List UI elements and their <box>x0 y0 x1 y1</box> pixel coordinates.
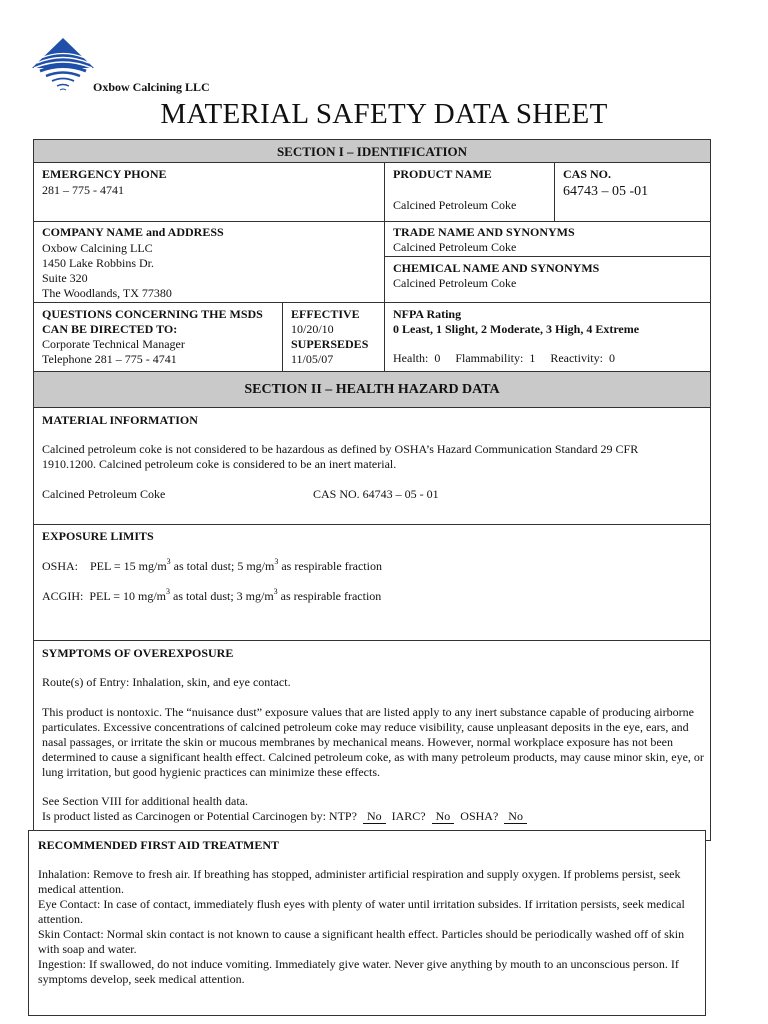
first-aid-inhalation: Inhalation: Remove to fresh air. If breathing has stopped, administer artificial respiration and supply oxygen. If problems persist, seek medical attention. <box>38 867 681 896</box>
chemical-name-value: Calcined Petroleum Coke <box>393 276 517 290</box>
supersedes-label: SUPERSEDES <box>291 337 369 351</box>
effective-date: 10/20/10 <box>291 322 334 336</box>
osha-answer: No <box>504 810 527 824</box>
company-address-line: Oxbow Calcining LLC <box>42 241 153 255</box>
company-address-line: The Woodlands, TX 77380 <box>42 286 172 300</box>
questions-label: QUESTIONS CONCERNING THE MSDS <box>42 307 263 321</box>
questions-label: CAN BE DIRECTED TO: <box>42 322 178 336</box>
section1-heading: SECTION I – IDENTIFICATION <box>34 140 710 163</box>
material-info-label: MATERIAL INFORMATION <box>42 413 198 427</box>
symptoms-label: SYMPTOMS OF OVEREXPOSURE <box>42 646 234 660</box>
trade-name-value: Calcined Petroleum Coke <box>393 240 517 254</box>
chemical-name-label: CHEMICAL NAME AND SYNONYMS <box>393 261 600 275</box>
nontoxic-text: This product is nontoxic. The “nuisance dust” exposure values that are listed apply to any inert substance capable of producing airborne particulates. Excessive concentrations of calcined petroleum coke may reduce visibility, cause unpleasant deposits in the eye, ears, and nasal passages, or irritate the skin or mucous membranes by mechanical means. However, normal workplace exposure has not been determined to cause a significant health effect. Calcined petroleum coke, as with many petroleum products, may cause minor skin, eye, or lung irritation, but good hygienic practices can minimize these effects. <box>42 705 704 779</box>
exposure-limits-label: EXPOSURE LIMITS <box>42 529 154 543</box>
questions-phone: Telephone 281 – 775 - 4741 <box>42 352 177 366</box>
routes-of-entry: Route(s) of Entry: Inhalation, skin, and eye contact. <box>42 675 291 689</box>
company-address-line: 1450 Lake Robbins Dr. <box>42 256 154 270</box>
first-aid-ingestion: Ingestion: If swallowed, do not induce vomiting. Immediately give water. Never give anything by mouth to an unconscious person. If symptoms develop, seek medical attention. <box>38 957 679 986</box>
company-address-label: COMPANY NAME and ADDRESS <box>42 225 224 239</box>
supersedes-date: 11/05/07 <box>291 352 334 366</box>
cas-no-value: 64743 – 05 -01 <box>563 184 649 199</box>
product-name-value: Calcined Petroleum Coke <box>393 198 517 212</box>
carcinogen-line: Is product listed as Carcinogen or Potential Carcinogen by: NTP? No IARC? No OSHA? No <box>42 809 527 824</box>
effective-label: EFFECTIVE <box>291 307 360 321</box>
nfpa-scale: 0 Least, 1 Slight, 2 Moderate, 3 High, 4 Extreme <box>393 322 640 336</box>
see-section-note: See Section VIII for additional health data. <box>42 794 249 808</box>
oxbow-logo <box>32 38 94 96</box>
nfpa-rating-label: NFPA Rating <box>393 307 462 321</box>
first-aid-section <box>28 830 706 1016</box>
first-aid-skin: Skin Contact: Normal skin contact is not known to cause a significant health effect. Particles should be periodically washed off of skin with soap and water. <box>38 927 685 956</box>
trade-name-label: TRADE NAME AND SYNONYMS <box>393 225 575 239</box>
msds-form <box>33 139 711 841</box>
nfpa-values: Health: 0 Flammability: 1 Reactivity: 0 <box>393 351 615 365</box>
document-title: MATERIAL SAFETY DATA SHEET <box>160 98 608 130</box>
material-info-text: Calcined petroleum coke is not considered to be hazardous as defined by OSHA’s Hazard Communication Standard 29 CFR 1910.1200. Calcined petroleum coke is considered to be an inert material. <box>42 442 639 471</box>
emergency-phone-value: 281 – 775 - 4741 <box>42 183 124 197</box>
company-address-line: Suite 320 <box>42 271 88 285</box>
material-cas: CAS NO. 64743 – 05 - 01 <box>313 487 439 501</box>
osha-pel: OSHA: PEL = 15 $mg/m^3$ as total dust; 5 $mg/m^3$ as respirable fraction <box>42 557 382 573</box>
section2-heading: SECTION II – HEALTH HAZARD DATA <box>34 371 710 408</box>
questions-contact: Corporate Technical Manager <box>42 337 185 351</box>
cas-no-label: CAS NO. <box>563 167 612 181</box>
iarc-answer: No <box>432 810 455 824</box>
first-aid-eye: Eye Contact: In case of contact, immediately flush eyes with plenty of water until irritation subsides. If irritation persists, seek medical attention. <box>38 897 685 926</box>
first-aid-label: RECOMMENDED FIRST AID TREATMENT <box>38 838 280 852</box>
emergency-phone-label: EMERGENCY PHONE <box>42 167 167 181</box>
material-name: Calcined Petroleum Coke <box>42 487 166 501</box>
product-name-label: PRODUCT NAME <box>393 167 492 181</box>
acgih-pel: ACGIH: PEL = 10 $mg/m^3$ as total dust; 3 $mg/m^3$ as respirable fraction <box>42 587 382 603</box>
ntp-answer: No <box>363 810 386 824</box>
company-name: Oxbow Calcining LLC <box>93 80 210 94</box>
